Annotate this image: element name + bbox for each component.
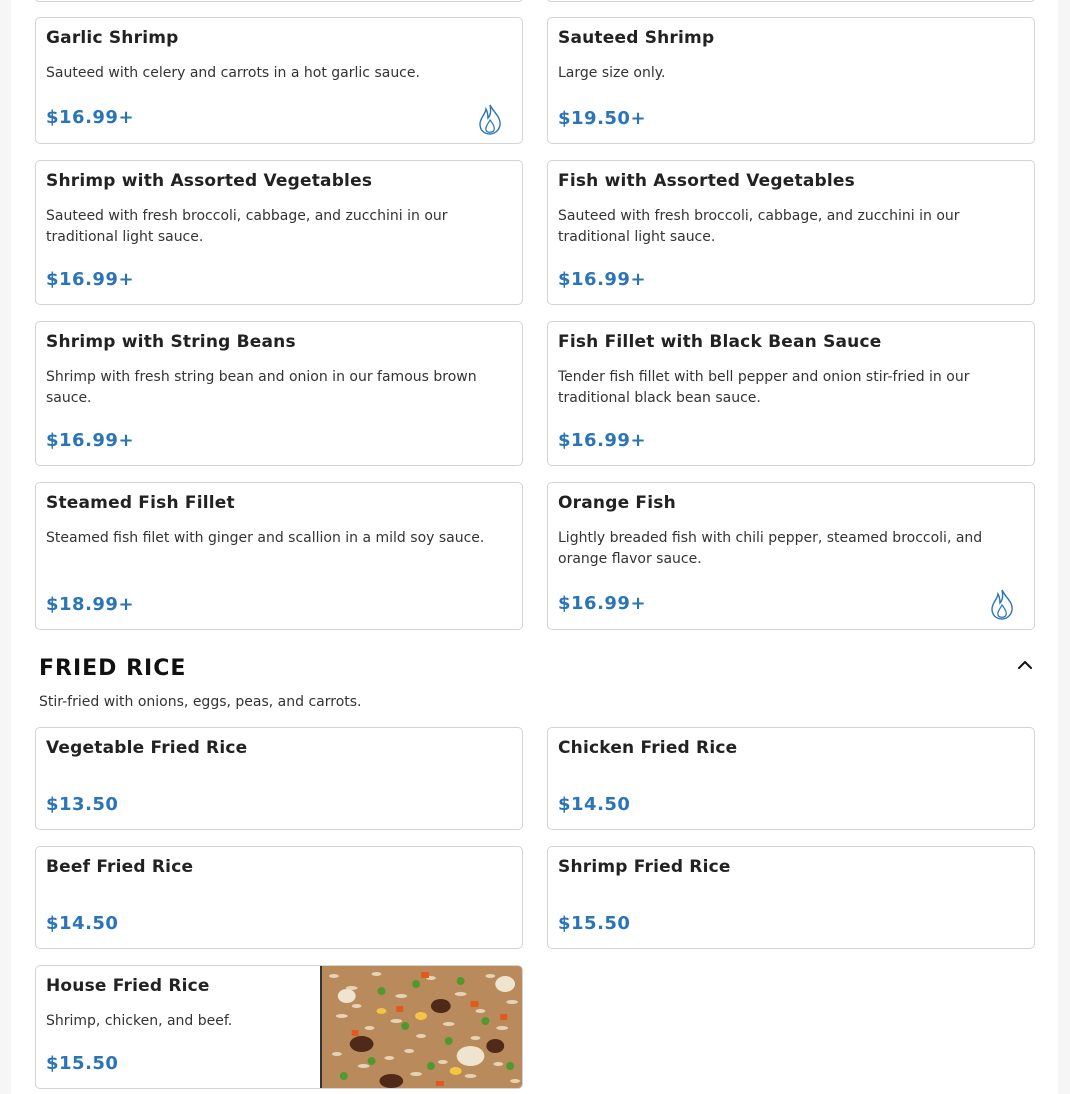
menu-item-name: House Fried Rice (46, 976, 210, 996)
menu-item-name: Garlic Shrimp (46, 28, 179, 48)
menu-item-card[interactable] (547, 727, 1035, 830)
menu-item-price: $19.50+ (558, 108, 647, 129)
menu-item-card[interactable] (35, 160, 523, 305)
menu-item-card-partial[interactable] (547, 0, 1035, 2)
menu-item-price: $16.99+ (46, 430, 135, 451)
flame-icon (988, 588, 1016, 620)
menu-item-card[interactable] (35, 482, 523, 630)
menu-item-price: $16.99+ (46, 269, 135, 290)
menu-item-name: Shrimp with Assorted Vegetables (46, 171, 373, 191)
menu-item-card[interactable] (35, 321, 523, 466)
menu-item-description: Tender fish fillet with bell pepper and onion stir-fried in our traditional black bean sauce. (558, 369, 970, 406)
menu-item-price: $15.50 (558, 913, 631, 934)
menu-item-description: Sauteed with fresh broccoli, cabbage, and zucchini in our traditional light sauce. (46, 208, 448, 245)
menu-item-description: Lightly breaded fish with chili pepper, steamed broccoli, and orange flavor sauce. (558, 530, 983, 567)
menu-item-card[interactable] (35, 846, 523, 949)
menu-item-name: Shrimp Fried Rice (558, 857, 731, 877)
menu-item-card[interactable] (547, 17, 1035, 144)
menu-item-price: $15.50 (46, 1053, 119, 1074)
menu-page (11, 0, 1058, 1094)
menu-item-price: $14.50 (46, 913, 119, 934)
menu-item-price: $18.99+ (46, 594, 135, 615)
menu-item-name: Vegetable Fried Rice (46, 738, 248, 758)
menu-item-card[interactable] (547, 321, 1035, 466)
menu-item-name: Orange Fish (558, 493, 676, 513)
menu-item-card[interactable] (547, 482, 1035, 630)
chevron-up-icon[interactable] (1015, 655, 1035, 675)
menu-item-name: Fish with Assorted Vegetables (558, 171, 855, 191)
menu-item-name: Beef Fried Rice (46, 857, 194, 877)
menu-item-description: Sauteed with celery and carrots in a hot garlic sauce. (46, 65, 420, 81)
menu-item-card[interactable] (547, 160, 1035, 305)
menu-item-card[interactable] (35, 965, 523, 1089)
menu-item-price: $16.99+ (46, 107, 135, 128)
menu-item-price: $14.50 (558, 794, 631, 815)
menu-item-description: Steamed fish filet with ginger and scallion in a mild soy sauce. (46, 530, 485, 546)
menu-item-card[interactable] (35, 727, 523, 830)
menu-item-description: Large size only. (558, 65, 666, 81)
menu-item-price: $13.50 (46, 794, 119, 815)
fried-rice-photo (320, 966, 522, 1088)
menu-item-description: Sauteed with fresh broccoli, cabbage, and zucchini in our traditional light sauce. (558, 208, 960, 245)
menu-item-name: Sauteed Shrimp (558, 28, 715, 48)
flame-icon (476, 103, 504, 135)
menu-item-name: Shrimp with String Beans (46, 332, 296, 352)
menu-item-card-partial[interactable] (35, 0, 523, 2)
menu-item-price: $16.99+ (558, 269, 647, 290)
section-title: FRIED RICE (39, 656, 187, 681)
section-description: Stir-fried with onions, eggs, peas, and carrots. (39, 694, 362, 710)
menu-item-name: Chicken Fried Rice (558, 738, 738, 758)
menu-item-name: Fish Fillet with Black Bean Sauce (558, 332, 882, 352)
menu-item-card[interactable] (35, 17, 523, 144)
menu-item-name: Steamed Fish Fillet (46, 493, 235, 513)
menu-item-price: $16.99+ (558, 593, 647, 614)
menu-item-description: Shrimp, chicken, and beef. (46, 1013, 233, 1029)
menu-item-card[interactable] (547, 846, 1035, 949)
menu-item-description: Shrimp with fresh string bean and onion in our famous brown sauce. (46, 369, 477, 406)
menu-item-price: $16.99+ (558, 430, 647, 451)
